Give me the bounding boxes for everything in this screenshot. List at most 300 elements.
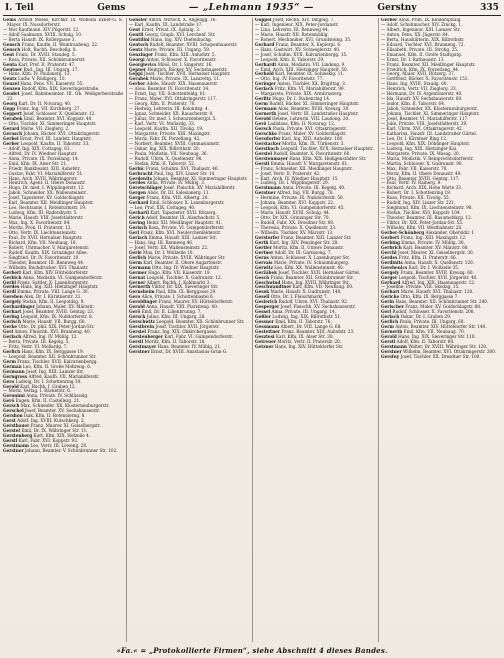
- directory-entry: — Leo, Dr. I. Kärntner Ring 12.: [381, 135, 448, 141]
- directory-entry: Geodet Josef, Bahnbeamter. III. Ob. Weißgerberstraße 23.: [3, 91, 123, 102]
- directory-entry: Geßler Ludwig, Ing. XIX. Billrothstr. 51.: [255, 314, 342, 320]
- directory-entry: — Moriz, Kfm. II. Obere Donaustr. 49.: [381, 170, 462, 176]
- directory-entry: Gesperger Josef, Fleischh. XV. Sechshauserstr.: [255, 304, 356, 310]
- directory-entry: Gernsheim Paul, Kfm. IX. Berggasse 29.: [129, 289, 217, 295]
- directory-entry: Gero Alice, Private. I. Schottenbastei 6.: [129, 294, 215, 300]
- directory-entry: Georg Karl, Dr. II. Novarag. 40.: [3, 101, 72, 107]
- directory-entry: Gerbert Karl, Kfm. XIV. Hütteldorferstr.: [3, 269, 89, 275]
- directory-entry: Germer Hugo, Kfm. VII. Kaiserstr. 19.: [129, 269, 211, 275]
- directory-entry: Gerhartl Karl, Tapezierer. XVII. Rötzerg.: [129, 210, 217, 216]
- directory-entry: Gerner Albert, Buchh. I. Kohlmarkt 3.: [129, 279, 211, 285]
- directory-entry: Gerstmayer Hans, Beamter. IV. Mühlg. 21.: [129, 343, 222, 349]
- directory-entry: Gershon Isak, Kfm. II. Rotensterng. 8.: [3, 413, 86, 419]
- directory-entry: — Max, Ing. X. Favoritenstr. 84.: [3, 220, 71, 226]
- directory-entry: Gerstel Emil, Dr. IX. Währinger Str. 11.: [3, 428, 88, 434]
- directory-entry: — Karl, Vertr. VI. Mollardg. 33.: [129, 121, 196, 127]
- directory-entry: — Otto, Dr. XIX. Grinzinger Str. 70.: [255, 215, 330, 221]
- directory-entry: — Rudolf, Ing. XIV. Linzer Str. 221.: [381, 200, 456, 206]
- directory-entry: — Elisabeth, Private. III. Strohg. 25.: [381, 46, 459, 52]
- directory-entry: — Otto, Tischler. XI. Simmeringer Hauptstr.: [3, 121, 97, 127]
- directory-entry: — Leopold, Beamter. XII. Schönbrunner Str.: [3, 353, 97, 359]
- directory-entry: Gericke Otto, Kfm. IX. Berggasse 7.: [381, 294, 459, 300]
- directory-entry: Genzel Hans, Pens. VII. Kaiserstr. 55.: [3, 81, 84, 87]
- directory-entry: Geržábek Josef, Tischler. XVII. Hernalser Gürtel.: [255, 269, 361, 275]
- directory-entry: — Heinrich, Agent. II. Obere Donaustr.: [3, 180, 86, 186]
- directory-entry: — Leopold, Kfm. XIX. Döblinger Hauptstr.: [381, 140, 471, 146]
- directory-entry: — Moritz, Prok. II. Praterstr. 12.: [3, 225, 72, 231]
- directory-entry: Gerbl Franz, Sattler. X. Laxenburgerstr.: [3, 279, 89, 285]
- directory-entry: — Hans, Gastwirt. XV. Schweglerstr. 40.: [255, 46, 341, 52]
- page-footer-note: »Fa.« = „Protokollierte Firmen“, siehe Abschnitt 4 dieses Bandes.: [116, 646, 388, 655]
- directory-entry: — Rudolf, Kaufm. XIX. Grinzinger Allee.: [3, 249, 88, 255]
- directory-entry: — Friedr. Bankbeamt. XIII. Auhofstr.: [3, 165, 81, 171]
- directory-entry: — Karl, Ingenieur. XIX. Peter-Jordanstr.: [255, 21, 339, 27]
- directory-entry: — Hermine, Private. IX. Nußdorferstr. 50.: [255, 195, 345, 201]
- directory-entry: — Robert, Mechaniker. XVI. Grundsteing. 35.: [255, 36, 352, 42]
- directory-entry: — Wilhelm, Buchdrucker. XVI. Thaliastr.: [3, 264, 89, 270]
- directory-entry: — Ernst, Ing. VII. Schottenfeldg. 61.: [129, 91, 207, 97]
- directory-entry: Gerber Adele, Hausfr. XIX. Hasenauerstr.: [129, 81, 219, 87]
- directory-entry: Gerö Eugen, Kfm. II. Castellezg. 21.: [3, 398, 81, 404]
- directory-entry: — Ignaz, Schneider. XX. Rauscherstr. 9.: [129, 111, 214, 117]
- directory-entry: — Berta, Private. III. Kegelg. 5.: [3, 338, 70, 344]
- directory-entry: Gergely Franz, Beamter. XVIII. Kreuzg. 60.: [381, 269, 474, 275]
- directory-entry: Gessmann Albert, Dr. VIII. Lange G. 68.: [255, 324, 342, 330]
- directory-entry: — Georg, Maler. XVII. Rötzerg. 37.: [381, 71, 456, 77]
- directory-entry: Gerold Hans, Ing. XIX. Sieveringer Str. 110.: [381, 334, 476, 339]
- publication-title: — „Lehmann 1935“ —: [188, 2, 314, 13]
- directory-entry: Gernerth Emil, Kfm. VII. Neubaug. 70.: [381, 329, 466, 335]
- directory-entry: Gesztesi Karl, Kfm. IX. Alser Str. 30.: [255, 334, 334, 339]
- directory-entry: — Georg, Kfm. II. Praterstr. 70.: [129, 101, 196, 107]
- directory-entry: Gerő Emil, Dr. II. Lilienbrunng. 7.: [129, 309, 202, 315]
- directory-entry: Gerstenberg Kurt, Kfm. XIX. Hofzeile 4.: [3, 433, 91, 439]
- directory-entry: — Jakob, Schneider. XX. Wallensteinstr.: [3, 190, 87, 196]
- directory-entry: Gerstorfer Franz, Beamter. XIII. Lainzer Str.: [255, 234, 352, 240]
- directory-entry: Gerber Leopold, Kaufm. II. Taborstr. 33.: [3, 140, 90, 146]
- directory-entry: Gerstbauer Franz, Maurer. XI. Geiselbergstr.: [3, 423, 101, 429]
- directory-entry: Gerstner Ernst, Dr. XVIII. Anastasius-Grün-G.: [129, 348, 228, 354]
- directory-entry: Gerstl Karl, Fabr. XVI. Koppstr. 93.: [3, 438, 79, 444]
- directory-entry: Georgievics Miloš, Dr. I. Singerstr. 16.: [129, 61, 213, 67]
- directory-entry: Gerich Adolf, Beamter. IX. Alserbachstr. 5.: [129, 215, 221, 221]
- directory-entry: Gersch Julius, Kfm. III. Ungarg. 28.: [129, 314, 206, 320]
- directory-entry: Geronimi Anna, Private. IV. Schlüsselg.: [3, 393, 89, 399]
- directory-entry: Germann Josef, Ing. XIII. Lainzer Str.: [3, 368, 84, 374]
- directory-column: [126, 18, 249, 642]
- directory-entry: Gerchl Josef, Maurer. XI. Geiselbergstr. 30.: [381, 249, 474, 255]
- directory-entry: — Siegfried, Dr. IV. Favoritenstr. 10.: [3, 254, 80, 260]
- directory-entry: — Josef, Vertr. XX. Wallensteinstr. 22.: [129, 244, 209, 250]
- directory-entry: Georgi Anton, Schlosser. X. Favoritenstr.: [129, 56, 217, 62]
- directory-entry: — Jakob, Schneider. XX. Klosterneuburgerstr.: [381, 106, 478, 112]
- directory-entry: — Hermann, Dr. IV. Argentinierstr. 40.: [381, 91, 463, 97]
- directory-entry: Geretschläger Josef, Fleischh. XV. Mariahilferstr.: [129, 185, 236, 191]
- directory-entry: Gerber-Schönberg Alexander, Obersldir. I.: [381, 229, 475, 235]
- directory-entry: — Karl, Arch. IV. Wiedner Hauptstr. 15.: [255, 175, 339, 181]
- directory-entry: — Emanuel, Kfm. II. Große Stadtgutg.: [381, 51, 463, 57]
- directory-entry: — Karl, Beamter. XII. Meidlinger Hauptstr.: [3, 200, 95, 206]
- directory-entry: Gerbich Anna, Modistin. VI. Gumpendorferstr.: [3, 274, 103, 280]
- running-head: Gems: [97, 3, 126, 13]
- directory-entry: Gerdes Fritz, Kfm. II. Praterstr. 66.: [381, 254, 457, 260]
- directory-entry: Gentz Marie, Private. III. Ungarg. 59.: [129, 46, 211, 52]
- directory-entry: Germ Karl, Beamter. II. Obere Augartenstr.: [129, 259, 223, 265]
- directory-entry: Gersdorfer Karl, Ing. XIII. Auhofstr. 100.: [255, 135, 344, 141]
- directory-entry: Gerstner Alfred, Ing. VII. Burgg. 78.: [255, 190, 334, 196]
- directory-entry: — Julius, Dr. med. I. Schwarzenbergpl. 5.: [129, 116, 217, 122]
- directory-entry: — Josef, Vertr. II. Praterstr. 42.: [255, 170, 321, 176]
- directory-entry: Gerstner Wilhelm, Beamter. XVI. Ottakringerstr. 200.: [381, 348, 497, 354]
- directory-entry: — Leo, Prof. XIX. Cottageg. 40.: [129, 205, 196, 211]
- directory-entry: — Karl, Kaufm. III. Landstraße 17.: [129, 21, 203, 27]
- directory-entry: — Josefine, Private. VIII. Skodag. 15.: [381, 284, 460, 290]
- directory-entry: Gerold Karl, Buchh. I. Graben 12.: [3, 383, 76, 389]
- directory-entry: — Josef, Schuhm. XVII. Kalvarienbergg. 15.: [255, 51, 348, 57]
- directory-entry: Gentz Ludw. V. Rüdigerg. 10.: [3, 76, 66, 82]
- directory-entry: Gerschwitz Leopold, Beamter. XII. Schönbrunner Str.: [129, 319, 245, 325]
- directory-entry: — Norbert, Beamter. XVIII. Gymnasiumstr.: [129, 140, 220, 146]
- directory-entry: — Margarete, Private. XIX. Armbrusterg.: [255, 91, 343, 97]
- directory-entry: Gerle Max, Dr. I. Wollzeile 10.: [129, 249, 194, 255]
- directory-entry: — Franz, Schneider. XII. Meidlinger Hauptstr.: [255, 165, 353, 171]
- directory-entry: Gertler Moritz, Kfm. II. Untere Donaustr.: [255, 244, 344, 250]
- directory-columns: [3, 18, 501, 642]
- directory-entry: — Theodor, Beamter. III. Rasumofskyg. 12.: [381, 215, 473, 221]
- directory-entry: Gerstmann Anna, Private. III. Kegelg. 40.: [255, 185, 346, 191]
- part-label: I. Teil: [5, 3, 34, 13]
- directory-entry: — Paul, Dr. XVII. Hernalser Hauptstr.: [3, 234, 83, 240]
- directory-entry: — Marie, Hausfr. XII. Rotenmühlg.: [255, 31, 329, 37]
- directory-entry: Gereben Alex, Dr. I. Kärntnerstr. 21.: [3, 294, 82, 300]
- directory-entry: Gerö Ladislaus, Kfm. II. Novarag. 12.: [255, 121, 336, 127]
- directory-entry: Gerger Franz, Kfm. VIII. Albertg. 20.: [129, 195, 209, 201]
- directory-entry: Germ Franz, Tischler. XVII. Kalvarienbergg.: [3, 358, 98, 364]
- directory-entry: Gerstbrein Josef, Tischler. XVII. Jörgerstr.: [129, 324, 220, 330]
- directory-entry: — Wilhelm, Kfm. VII. Westbahnstr. 28.: [381, 225, 463, 231]
- directory-entry: — Otto, Beamter. XVIII. Gentzg. 117.: [381, 175, 460, 181]
- directory-entry: Gems Arnold Moses, Kirchkr. IX. Wilhelm Exner-G. 8. Mayer. IX. Nussdorferstr.: [3, 18, 123, 27]
- directory-entry: Germ Anton, Beamter. XIV. Hütteldorfer Str. 140.: [381, 324, 487, 330]
- directory-column: [378, 18, 501, 642]
- directory-entry: — Fritz, Vertr. VI. Mollardg. 7.: [3, 343, 68, 349]
- directory-entry: Gensch Holt, Buchh. Beschellg. 8.: [3, 46, 77, 52]
- directory-entry: Gerold Anna, Hausfr. VIII. Piaristeng. 40.: [129, 304, 219, 310]
- directory-entry: — Hans, Kfm. IV. Paulanerg. 13.: [3, 71, 71, 77]
- directory-entry: Gerger Leopold, Tischler. XVII. Jörgerstr. 40.: [381, 274, 478, 280]
- directory-entry: — Moriz, Fabr. IX. Porzellang. 42.: [129, 135, 201, 141]
- directory-entry: Gergely Stefan, Kfm. II. Leopoldsg. 9.: [3, 299, 85, 305]
- directory-entry: Gerard Marie. VII. Zieglerg. 2.: [3, 125, 70, 131]
- directory-entry: — Adolf, Ing. XIX. Cottageg. 61.: [3, 145, 71, 151]
- directory-entry: Gerlich Paula, Private. III. Ungarg. 60.: [381, 319, 465, 325]
- directory-entry: — Rudolf, Fabr. XX. Dresdner Str. 88.: [255, 220, 335, 226]
- directory-entry: — Paul, Vertr. IV. Rainerg. 8.: [381, 180, 442, 186]
- directory-entry: — Katharina, Hausfr. III. Landstraßer Gürtel.: [381, 130, 478, 136]
- directory-entry: — Heinrich, Vertr. VII. Zieglerg. 33.: [381, 86, 457, 92]
- directory-entry: — Rosa, Private. XII. Tivolig. 55.: [381, 195, 450, 201]
- directory-entry: — Hugo, Dr. med. I. Wipplingerstr. 12.: [3, 185, 85, 191]
- directory-entry: Gesek Marie, Hausfr. X. Gudrunstr. 140.: [255, 289, 342, 295]
- directory-entry: Gerl Franz, Kfm. XVI. Neulerchenfelderstr.: [129, 229, 222, 235]
- directory-entry: Gerke Otto, Dr. phil. XIX. Peter-Jordan-Str.: [3, 324, 95, 330]
- directory-entry: — Maria, Modistin. V. Reinprechtsdorferstr.: [381, 155, 474, 161]
- directory-entry: Gestettner Franz, Beamter. XIII. Auhofstr. 33.: [255, 329, 355, 335]
- directory-entry: — Paula, Modistin. VII. Neubaug. 36.: [129, 150, 208, 156]
- directory-entry: Gessner Emil, Kfm. II. Taborstr. 76.: [255, 319, 332, 325]
- directory-entry: Gerbic Franz, Schuhm. XVI. Thaliastr. 46.: [129, 165, 219, 171]
- directory-entry: Geschwandtner Karl, Kfm. VII. Neubaug. 60.: [255, 284, 354, 290]
- directory-entry: — Rudolf, Uhrm. X. Quellenstr. 98.: [129, 155, 203, 161]
- directory-entry: Gerth Karl, Ing. XIV. Penzinger Str. 28.: [255, 239, 339, 245]
- directory-entry: Genzinger Franz, Kfm. XIII. Auhofstr. 5.: [129, 51, 216, 57]
- directory-entry: — Anton, Pens. XX. Jägerstr. 84.: [381, 31, 450, 37]
- directory-entry: — Leopold, Kfm. VI. Gumpendorferstr. 45.: [255, 205, 345, 211]
- directory-entry: Gerdenits Johann, Beamter. XI. Simmeringer Hauptstr.: [129, 175, 248, 181]
- directory-entry: Germann Otto, Ing. IV. Wiedner Hauptstr.: [129, 264, 220, 270]
- directory-entry: — Margarete, Private. XIII. Maxingstr.: [129, 130, 211, 136]
- directory-column: [3, 18, 123, 642]
- directory-entry: — Johann, Beamter. XVI. Koppstr. 22.: [255, 200, 335, 206]
- directory-entry: Gerber Alois, Prim. IX. Kinderspitalg.: [381, 18, 462, 22]
- directory-entry: Gerstl Moritz, Kfm. II. Taborstr. 18.: [129, 338, 206, 344]
- directory-entry: Gersch Max, Schneider. XX. Klosterneuburgerstr.: [3, 403, 110, 409]
- directory-entry: Gerhardt Anna, Modistin. VII. Lindeng. 9.: [255, 61, 346, 67]
- directory-entry: Genzen Rudolf, Kfm. XIX. Sieveringerstraße.: [3, 86, 100, 92]
- directory-entry: Gerebenics Karl, Dr. I. Wollzeile 35.: [381, 264, 460, 270]
- directory-entry: Gerlich Hans, Kfm. IX. Berggasse 19.: [3, 348, 85, 354]
- directory-entry: Gerlach Emma, Hausfr. XIII. Lainzer Str.: [129, 234, 217, 240]
- directory-entry: Gervais Marie, Private. IV. Schaumburgerg.: [255, 259, 350, 265]
- directory-entry: Gerstl Emma, Hausfr. V. Margaretenstr. 81.: [255, 160, 349, 166]
- directory-entry: — Hans, Arch. XVIII. Währingerstr.: [3, 175, 78, 181]
- directory-entry: Gerstner Johann, Beamter. V. Schönbrunner Str. 102.: [3, 447, 118, 453]
- directory-entry: — Franz, Beamter. XII. Meidlinger Hauptstr.: [381, 61, 476, 67]
- directory-entry: Gerlach Oskar, Dr. I. Graben 29.: [381, 314, 452, 320]
- directory-entry: — Adolf Saalmann. XVIII. Schulg. 10.: [3, 31, 83, 37]
- directory-entry: Gerus Anton, Schlosser. X. Laxenburger Str.: [255, 254, 350, 260]
- directory-entry: Gering Leopold, Kfm. IX. Nußdorferstr. 8.: [3, 314, 94, 320]
- directory-entry: Gerisch Marie, Hausfr. VII. Burgg. 60.: [3, 319, 86, 325]
- directory-entry: — Friedrich, Kfm. IX. Porzellang. 44.: [381, 66, 460, 72]
- directory-entry: Gerschel Josef, Beamter. XV. Sechshauserstr.: [3, 408, 100, 414]
- directory-entry: Geschwind Hans, Ing. XVIII. Währinger Str.: [255, 279, 350, 285]
- directory-entry: Gerstmann Walter, Dr. XVIII. Währinger Str. 120.: [381, 343, 488, 349]
- directory-entry: Gessel Anna, Private. III. Ungarg. 14.: [255, 309, 337, 315]
- directory-entry: Gerisch Rosa, Private. VI. Gumpendorferstr.: [129, 225, 225, 231]
- directory-entry: Germ Rudolf, Bäcker. XI. Simmeringer Hauptstr.: [255, 101, 360, 107]
- directory-entry: — Robert, Uhrmacher. V. Margaretenstr.: [3, 244, 90, 250]
- directory-entry: Gerhart Josef, Beamter. XVIII. Gentzg. 23.: [3, 309, 95, 315]
- directory-entry: — Julie, Private. VIII. Josefstädterstr. 39.: [381, 121, 468, 127]
- directory-entry: Gerdinits Anna, Hausfr. X. Quellenstr. 120.: [381, 259, 475, 265]
- directory-entry: — Adolf, Schuhmacher. XIV. Zinckg. 1.: [381, 21, 463, 27]
- directory-entry: — Rosa, Private. XII. Schönbrunnerstr.: [3, 56, 86, 62]
- directory-entry: — Hedwig, Lehrerin. III. Kolonitzg. 4.: [129, 106, 210, 112]
- directory-entry: Gentsch Rudolf, Beamter. XVIII. Schopenhauerstr.: [129, 41, 238, 47]
- directory-entry: Gerdes Hans, Ing. XIII. Hietzinger Hauptstr.: [3, 284, 99, 290]
- directory-entry: Genta Karl, Prof. II. Praterstr. 47.: [3, 61, 76, 67]
- directory-entry: Gerstacker Moritz, Kfm. IX. Türkenstr. 3.: [255, 140, 345, 146]
- directory-entry: Gent Franz, Dr. XVIII. Staudeg. 5.: [3, 51, 76, 57]
- directory-entry: Gero Ludwig, Dr. I. Schottenring 30.: [3, 378, 82, 384]
- directory-entry: Gerischer Franz, Maler. XV. Goldschlagstr. 88.: [381, 304, 482, 310]
- directory-entry: Gerbing Emma, Private. IV. Mühlg. 30.: [381, 239, 465, 245]
- directory-entry: — Max, Fabr. VII. Kaiserstr. 70.: [381, 165, 448, 171]
- directory-entry: — Robert, Dr. I. Schottenring 19.: [381, 190, 452, 196]
- directory-entry: Gerhardinger Johann, Maler. XV. Märzstr.: [3, 304, 94, 310]
- directory-entry: — Richard, Kfm. VII. Neubaug. 18.: [3, 239, 77, 245]
- directory-entry: Gernerth Viktor, Dr. XIX. Sieveringer Str.: [129, 284, 219, 290]
- directory-entry: Gentil Georg, Graph. XVI. Lerchenf. Str.: [129, 31, 216, 37]
- directory-entry: Gerlich Marie, Private. XVIII. Währinger Str.: [129, 254, 226, 260]
- page-number: 335: [480, 3, 499, 13]
- directory-entry: — Moriz, Verlag. I. Bäckerstr. 6.: [3, 388, 72, 394]
- directory-entry: Gerngross Alfred, Kaufh. VII. Mariahilferstr.: [3, 373, 100, 379]
- directory-entry: Gensler Anton, Wirtsch. X. Angeligg. 16.: [129, 18, 217, 22]
- directory-entry: Gepp Franz, Ing. VII. Kirchberg. 27.: [3, 106, 81, 112]
- directory-entry: Gerasch Johann, Bäcker. XVI. Ottakringerstr.: [3, 130, 101, 136]
- directory-entry: — Gustav, Fabr. VI. Mariahilferstr. 51.: [3, 170, 84, 176]
- directory-entry: — Richard, Arch. XIX. Hohe Warte 33.: [381, 185, 463, 191]
- directory-entry: Gerstenberger Karl, Fabr. VI. Gumpendorferstr.: [129, 334, 234, 339]
- directory-entry: — Siegmund, Kfm. IX. Liechtensteinstr. 90.: [381, 205, 473, 211]
- directory-entry: Getreuer Moritz, Vertr. II. Praterstr. 20.: [255, 338, 342, 344]
- directory-column: [252, 18, 375, 642]
- directory-entry: Gerstl Adolf, Kfm. II. Taborstr. 80.: [381, 338, 455, 344]
- directory-entry: Geppl Josef, Tischler. XVII. Hernalser Hauptstr.: [129, 71, 231, 77]
- directory-entry: Getzner Hans, Ing. XIV. Hütteldorfer Str.: [255, 343, 344, 349]
- directory-entry: Gerschke Franz, Maler. XV. Goldschlagstr.: [255, 130, 347, 136]
- directory-entry: — Albert, Ingenieur. XIII. Lainzer Str.: [381, 26, 461, 32]
- directory-entry: Germann Alois, Beamter. XVIII. Kreuzg. 30.: [255, 106, 350, 112]
- directory-entry: Gepner Heinrich, Bäcker. XV. Sechshauserstr.: [129, 66, 228, 72]
- directory-entry: Gerin Hans, Beamter. XII. Schönbrunner Str. 240.: [381, 299, 489, 305]
- directory-entry: Gering Heinr. XII. Meidlinger Hauptstr. 41.: [129, 220, 223, 226]
- directory-entry: — Ludwig, Kfm. III. Radetzkystr. 5.: [3, 210, 78, 216]
- directory-entry: Gerst Adolf, Ing. XVIII. Kutschkerg. 2.: [3, 418, 85, 424]
- directory-entry: — Ludwig, Ing. XIII. Hietzinger Kai.: [381, 145, 458, 151]
- directory-entry: — Berta, Haushälterin. XIX. Billrothstr.: [381, 36, 465, 42]
- directory-entry: Gerstenmayer Hans, Kfm. XIX. Heiligenstädter Str.: [255, 155, 367, 161]
- directory-entry: — Viktor, Dr. XIX. Peter-Jordan-Str. 55.: [381, 220, 464, 226]
- directory-entry: — Oskar, Ing. XIX. Billrothstr. 20.: [129, 145, 201, 151]
- directory-entry: — Ida, Hausfr. XV. Sechshauserstr. 80.: [381, 96, 463, 102]
- directory-entry: Gentner Rud., Ing. III. Ungarg. 17.: [3, 66, 79, 72]
- directory-entry: Gentilini Hans, Ing. XIV. Diefenbachg.: [129, 36, 213, 42]
- directory-entry: — Franz, Maler. XVI. Ottakringerstr. 117.: [129, 96, 218, 102]
- directory-entry: — Alois, Beamter. IV. Favoritenstr. 34.: [129, 86, 210, 92]
- directory-entry: — Gottfried, Bäcker. X. Favoritenstr. 151.: [381, 76, 469, 82]
- directory-entry: — Hans, Ing. III. Rennweg 46.: [129, 239, 194, 245]
- directory-entry: — Stefan, Kfm. II. Taborstr. 52.: [129, 160, 196, 166]
- directory-entry: Gerstmann Leo, Vertr. III. Löweng. 20.: [3, 442, 88, 448]
- directory-entry: Gesell Otto, Dr. I. Fleischmarkt 7.: [255, 294, 328, 300]
- directory-entry: Gerold Helene, Lehrerin. VIII. Laudong. 20.: [255, 116, 350, 122]
- directory-entry: Gerstny Josef, Tischler. XX. Dresdner Str. 100.: [381, 353, 481, 359]
- directory-entry: Gesch Franz, Beamter. XII. Schönbrunner Str.: [255, 274, 354, 280]
- directory-entry: — Otto, Ing. IV. Favoritenstr. 77.: [255, 76, 324, 82]
- directory-entry: Gersch Paula, Private. XVI. Ottakringerstr.: [255, 125, 347, 131]
- directory-entry: Gerlach Fritz, Kfm. VI. Mariahilferstr. 99.: [255, 86, 345, 92]
- directory-entry: — Alfred, Dr. IV. Wiedner Hauptstr.: [3, 150, 78, 156]
- directory-entry: Gertner Adolf, Dr. IX. Garnisong. 7.: [255, 249, 332, 255]
- directory-entry: Gerhard Emil, Schlosser. X. Laxenburgerstr.: [129, 200, 225, 206]
- directory-entry: — Ludwig, Dr. I. Wipplingerstr. 29.: [255, 180, 329, 186]
- directory-entry: Gerstel Rudolf, Beamter. X. Favoritenstr. 60.: [255, 150, 351, 156]
- directory-entry: Geringer Anton, Tischler. XX. Brigittag. 3.: [255, 81, 347, 87]
- directory-entry: Gent Ernst, Privat. IX. Spitalg. 3.: [129, 26, 201, 32]
- directory-entry: Gerlitz Hugo, Dr. I. Stubenring 14.: [255, 96, 331, 102]
- directory-entry: — Ernst, Dr. I. Rathausstr. 13.: [381, 56, 445, 62]
- directory-entry: Gerdes Anna, Private. IV. Mühlg. 3.: [129, 180, 206, 186]
- directory-entry: Gerl Rudolf, Schlosser. X. Favoritenstr. 200.: [381, 309, 475, 315]
- directory-entry: — Lina, Lehrerin. III. Rennweg 44.: [255, 26, 330, 32]
- directory-entry: Gerabek Emil, Beamter. XVI. Koppstr. 40.: [3, 116, 93, 122]
- directory-entry: Gerstbach Leopold, Tischler. XVII. Hernalser Hauptstr.: [255, 145, 374, 151]
- directory-entry: Goppel Josef, Rechn. XIV. Dingelg. 7.: [255, 18, 335, 22]
- running-tail: Gerstny: [377, 3, 417, 13]
- directory-entry: — Mor Kaufmann. XIV Pilgerstr. 12.: [3, 26, 80, 32]
- directory-entry: — Otto, Vertr. IX. Liechtensteinstr.: [3, 229, 77, 235]
- directory-entry: Gerhold Karl, Beamter. IX. Sobieskig. 11.: [255, 71, 345, 77]
- directory-entry: — Hans, Ing. XVIII. Staudg. 60.: [381, 81, 448, 87]
- directory-entry: — Wilhelm, Tischler. XV. Märzstr. 13.: [255, 229, 334, 235]
- directory-entry: Gerhard Alfred, Ing. XIX. Hasenauerstr. 12.: [381, 279, 476, 285]
- directory-entry: Gesierich Rudolf, Uhrm. XVI. Thaliastr. 92.: [255, 299, 349, 305]
- directory-entry: Gerstel Franz, Ing. XIX. Obkirchergasse.: [129, 329, 218, 335]
- directory-entry: Gerhart Marie, Hausfr. XVI. Thaliastr. 120.: [381, 289, 474, 295]
- directory-entry: Gernerth Josef, Vertr. III. Landstraßer Hauptstr.: [255, 111, 359, 117]
- directory-entry: — Johann, Tischler. XI. Simmeringer Hauptstr.: [381, 111, 480, 117]
- directory-entry: Gerbracht Paul, Ing. XIV. Linzer Str. 14.: [129, 170, 216, 176]
- directory-entry: Gergen Alois, Dr. III. Salesianerg. 11.: [129, 190, 210, 196]
- directory-entry: — Isidor, Kfm. II. Taborstr. 64.: [381, 101, 446, 107]
- directory-entry: — Karl, Uhrm. XVI. Ottakringerstr. 42.: [381, 125, 464, 131]
- directory-entry: — Josef, Tapezierer. XV. Goldschlagstr.: [3, 195, 85, 201]
- directory-entry: Geroldinger Franz, Maurer. XV. Hütteldorferstr.: [129, 299, 234, 305]
- directory-entry: — Marie, Hausfr. VIII. Josefstädterstr.: [3, 215, 84, 221]
- directory-entry: — Marie, Hausfr. XVIII. Schulg. 44.: [255, 210, 331, 216]
- directory-entry: Gerl Anton, Fleischh. XVI. Brunneng. 40.: [3, 329, 91, 335]
- directory-entry: — Emil, Kfm. IX. Alser Str. 21.: [3, 160, 68, 166]
- directory-entry: — Berta Hausfr. IX. Rollergasse 3.: [3, 36, 76, 42]
- directory-entry: Gerdl Emma, Private. VIII. Lange G. 30.: [3, 289, 89, 295]
- directory-entry: — Eduard, Tischler. XVI. Brunneng. 72.: [381, 41, 465, 47]
- directory-entry: — Emil, Arch. XIII. Hietzinger Hauptstr. 50.: [255, 66, 349, 72]
- page-header: [3, 2, 501, 16]
- directory-entry: — Leo, Rechtsanw. I. Rotenturmstr. 19.: [3, 205, 87, 211]
- directory-entry: — Theresia, Private. X. Quellenstr. 33.: [255, 225, 337, 231]
- directory-entry: Gernat Leopold, Tischler. X. Gudrunstr. 12.: [129, 274, 222, 280]
- directory-entry: — Theodor, Beamter. III. Rennweg 44.: [3, 259, 85, 265]
- directory-entry: Gerwitz Leo, Kfm. XX. Wallensteinstr. 40.: [255, 264, 345, 270]
- directory-entry: German Leo, Kfm. II. Große Mohreng. 6.: [3, 363, 92, 369]
- directory-entry: — Stefan, Tischler. XVI. Koppstr. 104.: [381, 210, 461, 216]
- directory-entry: Gerlach Alfred, Ing. IV. Mühlg. 12.: [3, 334, 78, 339]
- directory-entry: Gerbel Ernst, Prof. III. Landstr. Hauptstr.: [3, 135, 92, 141]
- directory-entry: — Margarete, Private. IX. Wasag. 20.: [381, 150, 461, 156]
- directory-entry: — Martin, Schlosser. X. Gudrunstr. 90.: [381, 160, 463, 166]
- directory-entry: — Anna, Private. IX. Porzellang. 14.: [3, 155, 79, 161]
- directory-entry: Gensch Franz, Kaufm. II. Weintraubeng. 22.: [3, 41, 99, 47]
- directory-entry: — Leopold, Kfm. II. Taborstr. 29.: [255, 56, 325, 62]
- directory-entry: Gerbrich Karl, Beamter. XV. Märzstr. 60.: [381, 244, 469, 250]
- directory-entry: Gerabek Marie, Private. IX. Lazarettg. 11.: [129, 76, 221, 82]
- directory-entry: Gerbert Franz, Ing. XIII. Maxingstr. 12.: [381, 234, 467, 240]
- directory-entry: — Leopold, Kaufm. XII. Tivolig. 19.: [129, 125, 204, 131]
- directory-entry: Geppert Josef, Schlosser. X. Quellenstr. 12.: [3, 111, 96, 117]
